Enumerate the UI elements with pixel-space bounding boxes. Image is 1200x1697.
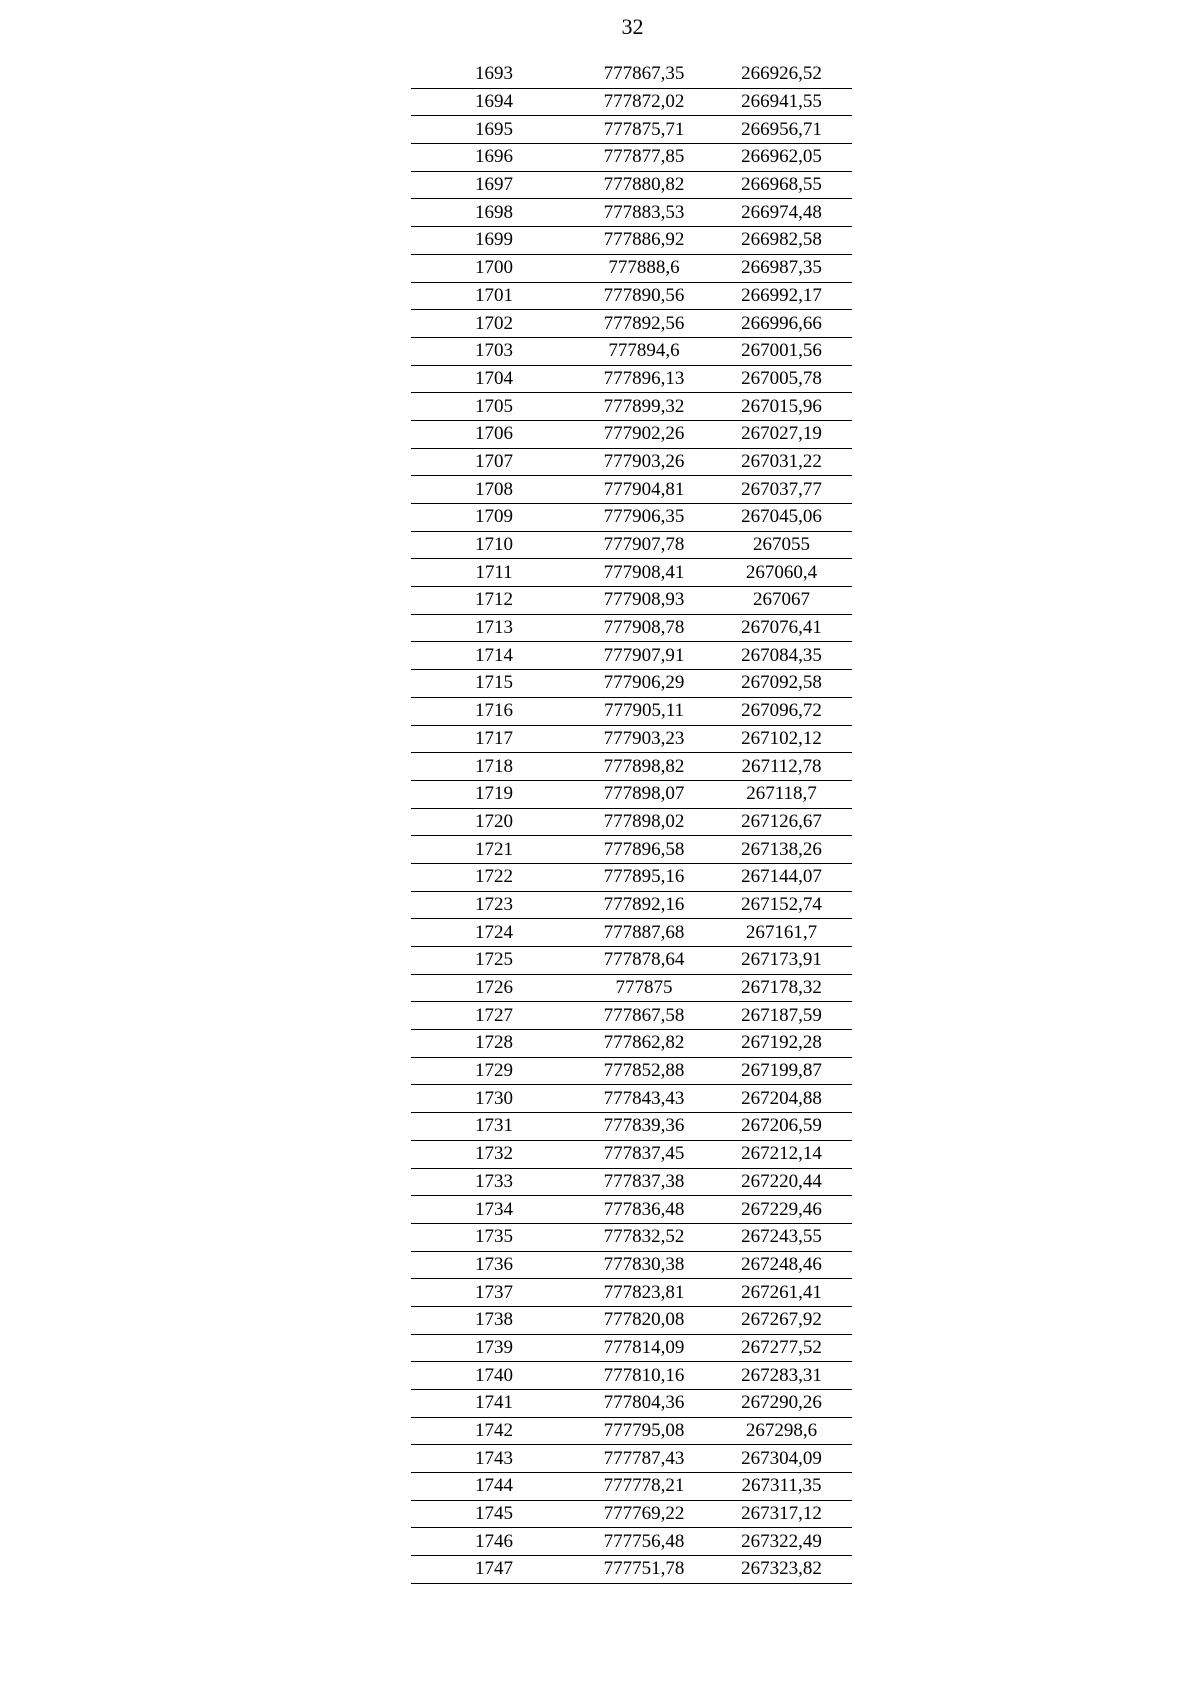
x-coordinate-cell: 777837,38 [577,1168,711,1196]
table-row [411,88,852,116]
table-row [411,1556,852,1584]
point-number-cell: 1736 [411,1251,577,1279]
x-coordinate-cell: 777904,81 [577,476,711,504]
table-row [411,1445,852,1473]
point-number-cell: 1733 [411,1168,577,1196]
table-row [411,1251,852,1279]
y-coordinate-cell: 267317,12 [711,1500,852,1528]
y-coordinate-cell: 267212,14 [711,1140,852,1168]
x-coordinate-cell: 777877,85 [577,144,711,172]
point-number-cell: 1695 [411,116,577,144]
point-number-cell: 1707 [411,448,577,476]
table-row [411,1113,852,1141]
y-coordinate-cell: 267277,52 [711,1334,852,1362]
x-coordinate-cell: 777830,38 [577,1251,711,1279]
x-coordinate-cell: 777896,58 [577,836,711,864]
table-row [411,1085,852,1113]
point-number-cell: 1741 [411,1390,577,1418]
table-row [411,642,852,670]
y-coordinate-cell: 267161,7 [711,919,852,947]
point-number-cell: 1693 [411,61,577,88]
y-coordinate-cell: 266962,05 [711,144,852,172]
x-coordinate-cell: 777890,56 [577,282,711,310]
x-coordinate-cell: 777804,36 [577,1390,711,1418]
x-coordinate-cell: 777886,92 [577,227,711,255]
y-coordinate-cell: 267027,19 [711,420,852,448]
table-row [411,393,852,421]
point-number-cell: 1709 [411,504,577,532]
x-coordinate-cell: 777908,78 [577,614,711,642]
table-row [411,1306,852,1334]
point-number-cell: 1735 [411,1223,577,1251]
y-coordinate-cell: 266982,58 [711,227,852,255]
y-coordinate-cell: 267005,78 [711,365,852,393]
table-row [411,780,852,808]
y-coordinate-cell: 267261,41 [711,1279,852,1307]
point-number-cell: 1708 [411,476,577,504]
y-coordinate-cell: 267290,26 [711,1390,852,1418]
x-coordinate-cell: 777878,64 [577,947,711,975]
x-coordinate-cell: 777899,32 [577,393,711,421]
y-coordinate-cell: 267112,78 [711,753,852,781]
table-row [411,171,852,199]
x-coordinate-cell: 777875,71 [577,116,711,144]
y-coordinate-cell: 267037,77 [711,476,852,504]
point-number-cell: 1745 [411,1500,577,1528]
y-coordinate-cell: 267322,49 [711,1528,852,1556]
table-row [411,947,852,975]
table-row [411,1223,852,1251]
point-number-cell: 1718 [411,753,577,781]
x-coordinate-cell: 777887,68 [577,919,711,947]
page-number: 32 [621,14,644,39]
y-coordinate-cell: 266974,48 [711,199,852,227]
y-coordinate-cell: 267267,92 [711,1306,852,1334]
point-number-cell: 1724 [411,919,577,947]
point-number-cell: 1703 [411,337,577,365]
table-row [411,974,852,1002]
table-row [411,1140,852,1168]
y-coordinate-cell: 267298,6 [711,1417,852,1445]
point-number-cell: 1696 [411,144,577,172]
point-number-cell: 1744 [411,1473,577,1501]
table-row [411,1196,852,1224]
y-coordinate-cell: 267243,55 [711,1223,852,1251]
point-number-cell: 1738 [411,1306,577,1334]
point-number-cell: 1715 [411,670,577,698]
x-coordinate-cell: 777867,35 [577,61,711,88]
x-coordinate-cell: 777895,16 [577,863,711,891]
point-number-cell: 1700 [411,254,577,282]
x-coordinate-cell: 777883,53 [577,199,711,227]
table-row [411,504,852,532]
table-row [411,1030,852,1058]
table-row [411,614,852,642]
point-number-cell: 1699 [411,227,577,255]
x-coordinate-cell: 777751,78 [577,1556,711,1584]
table-row [411,282,852,310]
y-coordinate-cell: 267001,56 [711,337,852,365]
table-row [411,1002,852,1030]
table-row [411,753,852,781]
x-coordinate-cell: 777880,82 [577,171,711,199]
x-coordinate-cell: 777903,26 [577,448,711,476]
x-coordinate-cell: 777892,16 [577,891,711,919]
table-row [411,919,852,947]
point-number-cell: 1710 [411,531,577,559]
y-coordinate-cell: 267015,96 [711,393,852,421]
x-coordinate-cell: 777823,81 [577,1279,711,1307]
coordinates-table-body [411,61,852,1583]
point-number-cell: 1697 [411,171,577,199]
table-row [411,697,852,725]
point-number-cell: 1722 [411,863,577,891]
table-row [411,476,852,504]
y-coordinate-cell: 267138,26 [711,836,852,864]
y-coordinate-cell: 267076,41 [711,614,852,642]
table-row [411,863,852,891]
table-row [411,1057,852,1085]
coordinates-table [411,61,852,1584]
table-row [411,1334,852,1362]
point-number-cell: 1717 [411,725,577,753]
y-coordinate-cell: 267031,22 [711,448,852,476]
point-number-cell: 1712 [411,587,577,615]
x-coordinate-cell: 777795,08 [577,1417,711,1445]
table-row [411,808,852,836]
point-number-cell: 1694 [411,88,577,116]
y-coordinate-cell: 267311,35 [711,1473,852,1501]
table-row [411,891,852,919]
x-coordinate-cell: 777898,07 [577,780,711,808]
point-number-cell: 1702 [411,310,577,338]
x-coordinate-cell: 777872,02 [577,88,711,116]
table-row [411,1500,852,1528]
y-coordinate-cell: 267084,35 [711,642,852,670]
point-number-cell: 1746 [411,1528,577,1556]
point-number-cell: 1725 [411,947,577,975]
y-coordinate-cell: 267199,87 [711,1057,852,1085]
point-number-cell: 1716 [411,697,577,725]
point-number-cell: 1731 [411,1113,577,1141]
y-coordinate-cell: 267323,82 [711,1556,852,1584]
x-coordinate-cell: 777843,43 [577,1085,711,1113]
point-number-cell: 1742 [411,1417,577,1445]
x-coordinate-cell: 777836,48 [577,1196,711,1224]
table-row [411,199,852,227]
table-row [411,1168,852,1196]
y-coordinate-cell: 267192,28 [711,1030,852,1058]
point-number-cell: 1705 [411,393,577,421]
x-coordinate-cell: 777888,6 [577,254,711,282]
point-number-cell: 1727 [411,1002,577,1030]
x-coordinate-cell: 777906,29 [577,670,711,698]
y-coordinate-cell: 267152,74 [711,891,852,919]
point-number-cell: 1732 [411,1140,577,1168]
x-coordinate-cell: 777778,21 [577,1473,711,1501]
point-number-cell: 1706 [411,420,577,448]
point-number-cell: 1729 [411,1057,577,1085]
x-coordinate-cell: 777787,43 [577,1445,711,1473]
point-number-cell: 1726 [411,974,577,1002]
point-number-cell: 1740 [411,1362,577,1390]
x-coordinate-cell: 777894,6 [577,337,711,365]
x-coordinate-cell: 777875 [577,974,711,1002]
x-coordinate-cell: 777814,09 [577,1334,711,1362]
point-number-cell: 1714 [411,642,577,670]
y-coordinate-cell: 267204,88 [711,1085,852,1113]
x-coordinate-cell: 777905,11 [577,697,711,725]
x-coordinate-cell: 777896,13 [577,365,711,393]
table-row [411,670,852,698]
table-row [411,725,852,753]
point-number-cell: 1720 [411,808,577,836]
point-number-cell: 1723 [411,891,577,919]
x-coordinate-cell: 777810,16 [577,1362,711,1390]
table-row [411,1362,852,1390]
y-coordinate-cell: 267229,46 [711,1196,852,1224]
y-coordinate-cell: 267304,09 [711,1445,852,1473]
y-coordinate-cell: 267187,59 [711,1002,852,1030]
x-coordinate-cell: 777907,78 [577,531,711,559]
point-number-cell: 1711 [411,559,577,587]
y-coordinate-cell: 267067 [711,587,852,615]
point-number-cell: 1713 [411,614,577,642]
table-row [411,116,852,144]
y-coordinate-cell: 266926,52 [711,61,852,88]
y-coordinate-cell: 267096,72 [711,697,852,725]
y-coordinate-cell: 267055 [711,531,852,559]
table-row [411,531,852,559]
x-coordinate-cell: 777907,91 [577,642,711,670]
table-row [411,1417,852,1445]
point-number-cell: 1747 [411,1556,577,1584]
y-coordinate-cell: 266996,66 [711,310,852,338]
table-row [411,1528,852,1556]
x-coordinate-cell: 777898,82 [577,753,711,781]
point-number-cell: 1701 [411,282,577,310]
y-coordinate-cell: 267060,4 [711,559,852,587]
table-row [411,337,852,365]
x-coordinate-cell: 777867,58 [577,1002,711,1030]
x-coordinate-cell: 777862,82 [577,1030,711,1058]
x-coordinate-cell: 777898,02 [577,808,711,836]
y-coordinate-cell: 267144,07 [711,863,852,891]
table-row [411,1390,852,1418]
y-coordinate-cell: 267220,44 [711,1168,852,1196]
point-number-cell: 1704 [411,365,577,393]
x-coordinate-cell: 777906,35 [577,504,711,532]
point-number-cell: 1739 [411,1334,577,1362]
y-coordinate-cell: 267248,46 [711,1251,852,1279]
table-row [411,365,852,393]
x-coordinate-cell: 777756,48 [577,1528,711,1556]
point-number-cell: 1698 [411,199,577,227]
table-row [411,1473,852,1501]
y-coordinate-cell: 267126,67 [711,808,852,836]
y-coordinate-cell: 267178,32 [711,974,852,1002]
x-coordinate-cell: 777820,08 [577,1306,711,1334]
table-row [411,836,852,864]
y-coordinate-cell: 266956,71 [711,116,852,144]
y-coordinate-cell: 267283,31 [711,1362,852,1390]
y-coordinate-cell: 267206,59 [711,1113,852,1141]
point-number-cell: 1743 [411,1445,577,1473]
x-coordinate-cell: 777902,26 [577,420,711,448]
table-row [411,448,852,476]
table-row [411,310,852,338]
y-coordinate-cell: 267118,7 [711,780,852,808]
y-coordinate-cell: 266941,55 [711,88,852,116]
point-number-cell: 1728 [411,1030,577,1058]
point-number-cell: 1730 [411,1085,577,1113]
y-coordinate-cell: 266987,35 [711,254,852,282]
x-coordinate-cell: 777837,45 [577,1140,711,1168]
y-coordinate-cell: 266992,17 [711,282,852,310]
y-coordinate-cell: 267102,12 [711,725,852,753]
table-row [411,420,852,448]
x-coordinate-cell: 777839,36 [577,1113,711,1141]
x-coordinate-cell: 777852,88 [577,1057,711,1085]
table-row [411,144,852,172]
x-coordinate-cell: 777908,93 [577,587,711,615]
y-coordinate-cell: 267092,58 [711,670,852,698]
x-coordinate-cell: 777769,22 [577,1500,711,1528]
x-coordinate-cell: 777892,56 [577,310,711,338]
y-coordinate-cell: 267045,06 [711,504,852,532]
table-row [411,227,852,255]
x-coordinate-cell: 777903,23 [577,725,711,753]
table-row [411,254,852,282]
table-row [411,1279,852,1307]
y-coordinate-cell: 267173,91 [711,947,852,975]
point-number-cell: 1737 [411,1279,577,1307]
x-coordinate-cell: 777832,52 [577,1223,711,1251]
point-number-cell: 1721 [411,836,577,864]
x-coordinate-cell: 777908,41 [577,559,711,587]
point-number-cell: 1719 [411,780,577,808]
point-number-cell: 1734 [411,1196,577,1224]
y-coordinate-cell: 266968,55 [711,171,852,199]
table-row [411,61,852,88]
table-row [411,587,852,615]
table-row [411,559,852,587]
